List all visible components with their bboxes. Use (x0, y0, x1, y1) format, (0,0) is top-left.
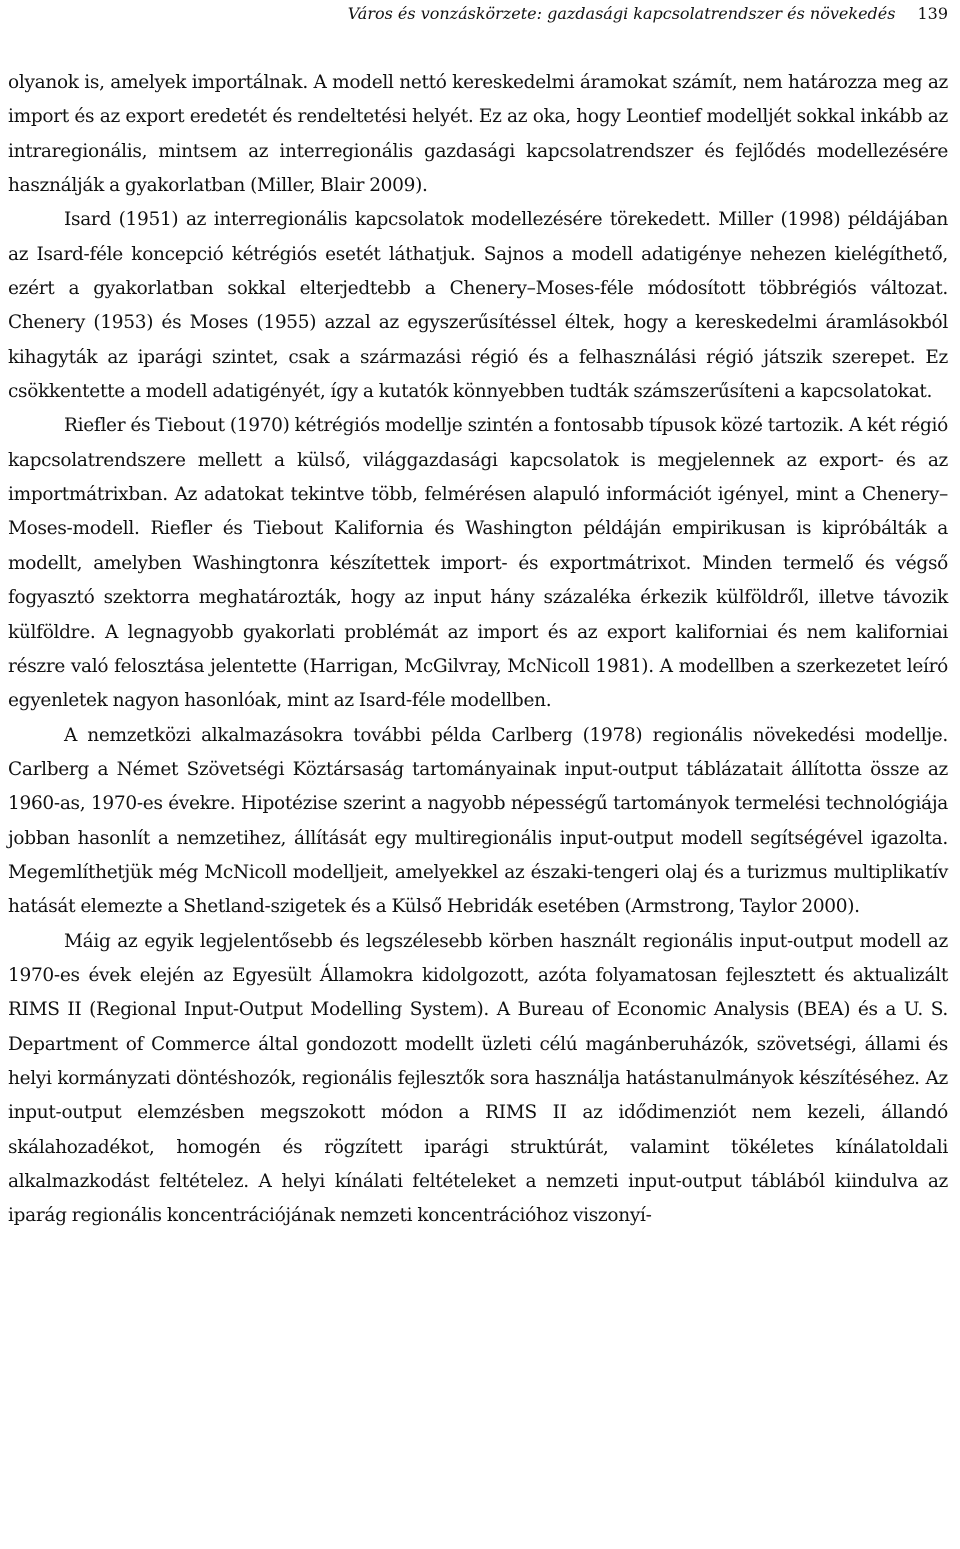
paragraph-2: Isard (1951) az interregionális kapcsolatok modellezésére törekedett. Miller (1998) példájában az Isard-féle koncepció kétrégiós esetét láthatjuk. Sajnos a modell adatigénye nehezen kielégíthető, ezért a gyakorlatban sokkal elterjedtebb a Chenery–Moses-féle módosított többrégiós változat. Chenery (1953) és Moses (1955) azzal az egyszerűsítéssel éltek, hogy a kereskedelmi áramlásokból kihagyták az iparági szintet, csak a származási régió és a felhasználási régió játszik szerepet. Ez csökkentette a modell adatigényét, így a kutatók könnyebben tudták számszerűsíteni a kapcsolatokat. (8, 209, 948, 403)
running-title: Város és vonzáskörzete: gazdasági kapcsolatrendszer és növekedés (347, 4, 896, 23)
document-page (8, 0, 948, 1549)
paragraph-4: A nemzetközi alkalmazásokra további példa Carlberg (1978) regionális növekedési modellje. Carlberg a Német Szövetségi Köztársaság tartományainak input-output táblázatait állította össze az 1960-as, 1970-es évekre. Hipotézise szerint a nagyobb népességű tartományok termelési technológiája jobban hasonlít a nemzetihez, állítását egy multiregionális input-output modell segítségével igazolta. Megemlíthetjük még McNicoll modelljeit, amelyekkel az északi-tengeri olaj és a turizmus multiplikatív hatását elemezte a Shetland-szigetek és a Külső Hebridák esetében (Armstrong, Taylor 2000). (8, 724, 948, 918)
body-text (8, 66, 948, 1234)
paragraph-1: olyanok is, amelyek importálnak. A modell nettó kereskedelmi áramokat számít, nem határozza meg az import és az export eredetét és rendeltetési helyét. Ez az oka, hogy Leontief modelljét sokkal inkább az intraregionális, mintsem az interregionális gazdasági kapcsolatrendszer és fejlődés modellezésére használják a gyakorlatban (Miller, Blair 2009). (8, 72, 948, 197)
running-header (348, 2, 948, 26)
paragraph-5: Máig az egyik legjelentősebb és legszélesebb körben használt regionális input-output modell az 1970-es évek elején az Egyesült Államokra kidolgozott, azóta folyamatosan fejlesztett és aktualizált RIMS II (Regional Input-Output Modelling System). A Bureau of Economic Analysis (BEA) és a U. S. Department of Commerce által gondozott modellt üzleti célú magánberuházók, szövetségi, állami és helyi kormányzati döntéshozók, regionális fejlesztők sora használja hatástanulmányok készítéséhez. Az input-output elemzésben megszokott módon a RIMS II az idődimenziót nem kezeli, állandó skálahozadékot, homogén és rögzített iparági struktúrát, valamint tökéletes kínálatoldali alkalmazkodást feltételez. A helyi kínálati feltételeket a nemzeti input-output táblából kiindulva az iparág regionális koncentrációjának nemzeti koncentrációhoz viszonyí- (8, 930, 948, 1227)
paragraph-3: Riefler és Tiebout (1970) kétrégiós modellje szintén a fontosabb típusok közé tartozik. A két régió kapcsolatrendszere mellett a külső, világgazdasági kapcsolatok is megjelennek az export- és az importmátrixban. Az adatokat tekintve több, felmérésen alapuló információt igényel, mint a Chenery–Moses-modell. Riefler és Tiebout Kalifornia és Washington példáján empirikusan is kipróbálták a modellt, amelyben Washingtonra készítettek import- és exportmátrixot. Minden termelő és végső fogyasztó szektorra meghatározták, hogy az input hány százaléka érkezik külföldről, illetve távozik külföldre. A legnagyobb gyakorlati problémát az import és az export kaliforniai és nem kaliforniai részre való felosztása jelentette (Harrigan, McGilvray, McNicoll 1981). A modellben a szerkezetet leíró egyenletek nagyon hasonlóak, mint az Isard-féle modellben. (8, 415, 948, 712)
page-number: 139 (917, 4, 948, 23)
